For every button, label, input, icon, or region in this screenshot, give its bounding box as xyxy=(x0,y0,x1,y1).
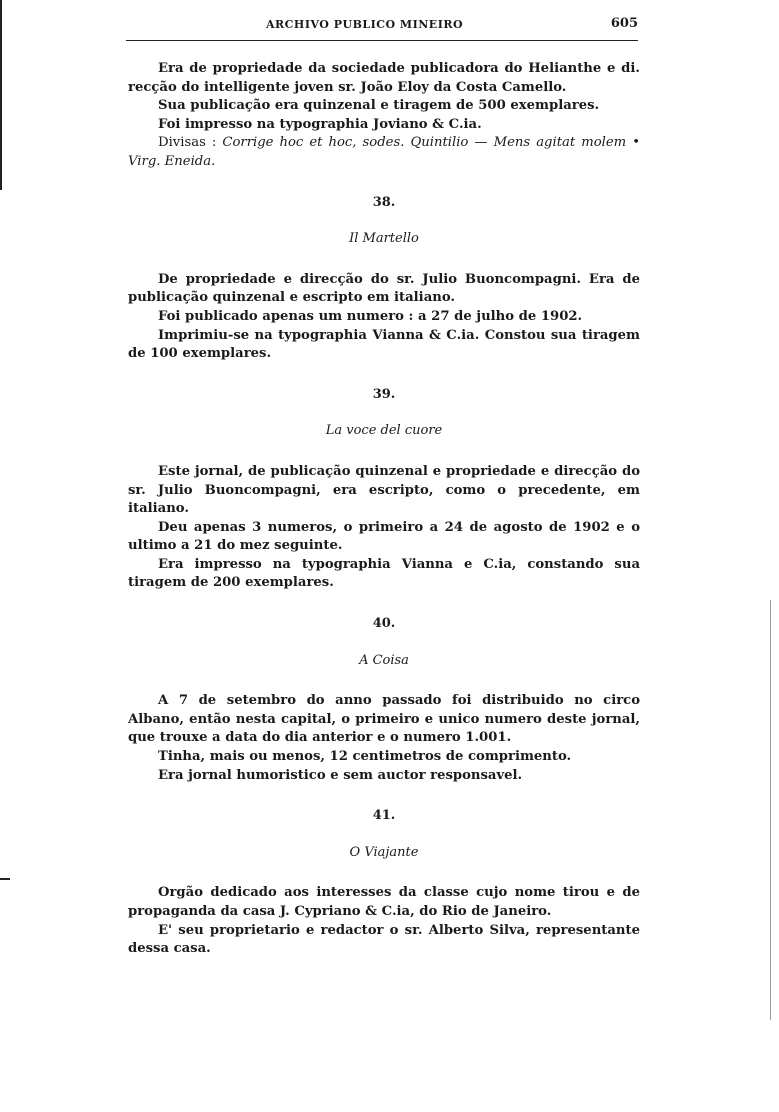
section-title: Il Martello xyxy=(349,231,419,247)
paragraph: A 7 de setembro do anno passado foi distribuido no circo Albano, então nesta capital, o primeiro e unico numero deste jornal, que trouxe a data do dia anterior e o numero 1.001. xyxy=(128,693,640,746)
page-header xyxy=(126,14,638,41)
paragraph: Era jornal humoristico e sem auctor responsavel. xyxy=(158,767,523,783)
paragraph: Foi impresso na typographia Joviano & C.ia. xyxy=(158,116,482,132)
paragraph: Este jornal, de publicação quinzenal e propriedade e direcção do sr. Julio Buoncompagni, era escripto, como o precedente, em italiano. xyxy=(128,463,640,517)
scan-edge-left xyxy=(0,0,2,190)
scan-edge-right xyxy=(770,600,771,1020)
section-title: A Coisa xyxy=(359,652,409,668)
paragraph: Orgão dedicado aos interesses da classe cujo nome tirou e de propaganda da casa J. Cypriano & C.ia, do Rio de Janeiro. xyxy=(128,885,640,919)
section-title: La voce del cuore xyxy=(325,423,443,439)
paragraph: E' seu proprietario e redactor o sr. Alberto Silva, representante dessa casa. xyxy=(128,922,640,957)
paragraph: Deu apenas 3 numeros, o primeiro a 24 de agosto de 1902 e o ultimo a 21 do mez seguinte. xyxy=(128,519,640,554)
page-body xyxy=(128,60,640,959)
paragraph: Tinha, mais ou menos, 12 centimetros de comprimento. xyxy=(158,749,572,765)
mottos-paragraph xyxy=(128,134,640,171)
page-number: 605 xyxy=(610,16,638,31)
section-number: 40. xyxy=(372,616,396,632)
section-number: 38. xyxy=(372,194,396,210)
mottos-text: Corrige hoc et hoc, sodes. Quintilio — Mens agitat molem • Virg. Eneida. xyxy=(128,135,640,169)
section-number: 41. xyxy=(372,808,396,824)
running-head: ARCHIVO PUBLICO MINEIRO xyxy=(266,18,464,31)
scan-mark xyxy=(0,878,10,880)
paragraph: Era impresso na typographia Vianna e C.ia, constando sua tiragem de 200 exemplares. xyxy=(128,556,640,591)
section-title: O Viajante xyxy=(349,844,419,860)
paragraph: De propriedade e direcção do sr. Julio Buoncompagni. Era de publicação quinzenal e escripto em italiano. xyxy=(128,271,640,306)
paragraph: Imprimiu-se na typographia Vianna & C.ia. Constou sua tiragem de 100 exemplares. xyxy=(128,327,640,362)
paragraph: Foi publicado apenas um numero : a 27 de julho de 1902. xyxy=(158,308,583,324)
mottos-label: Divisas : xyxy=(158,135,217,151)
paragraph: Sua publicação era quinzenal e tiragem de 500 exemplares. xyxy=(158,98,600,114)
paragraph: Era de propriedade da sociedade publicadora do Helianthe e di. recção do intelligente joven sr. João Eloy da Costa Camello. xyxy=(128,61,640,95)
section-number: 39. xyxy=(372,386,396,402)
